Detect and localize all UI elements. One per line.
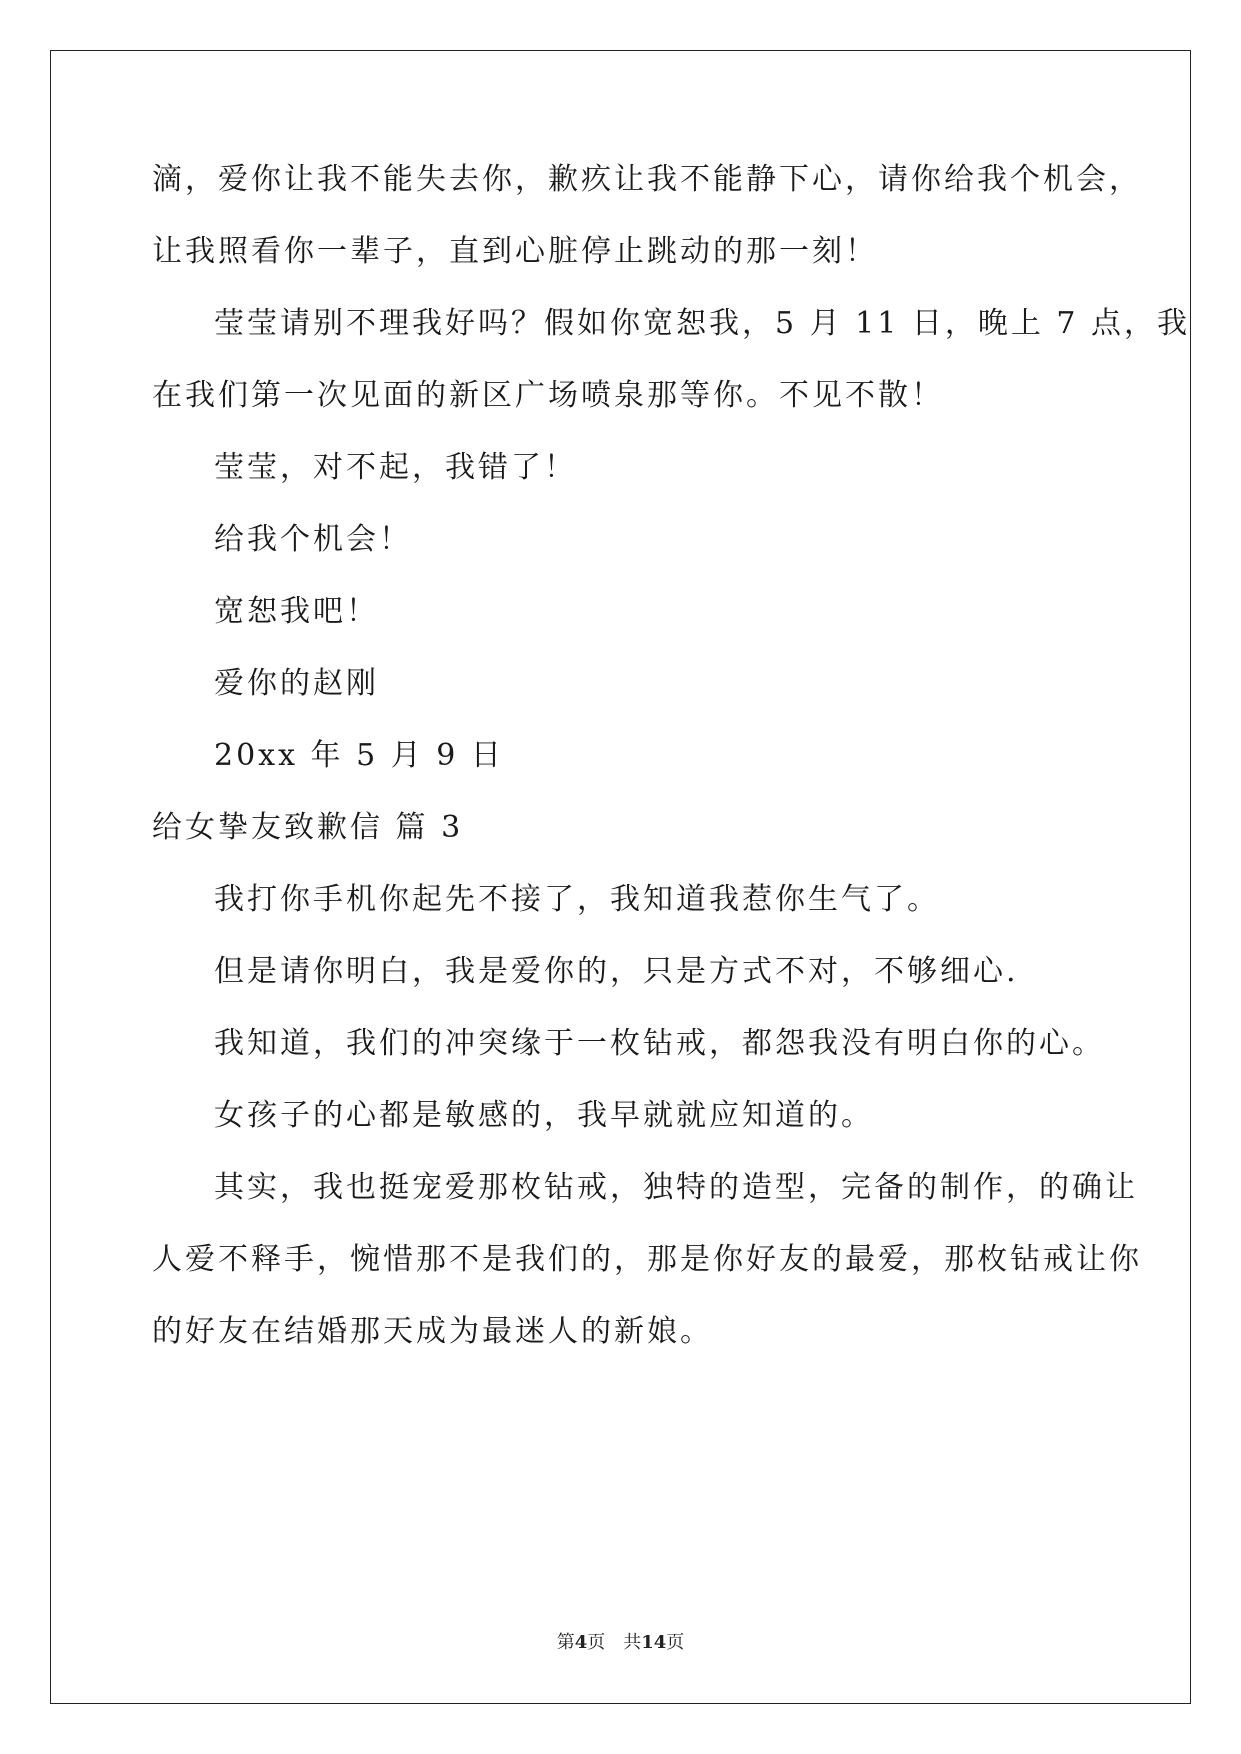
text-line: 莹莹，对不起，我错了！ [214, 450, 577, 485]
text-line: 我打你手机你起先不接了，我知道我惹你生气了。 [214, 882, 940, 917]
signature-line: 爱你的赵刚 [214, 666, 379, 701]
footer-prefix: 第 [556, 1632, 575, 1653]
total-page-number: 14 [641, 1632, 667, 1653]
text-line: 滴，爱你让我不能失去你，歉疚让我不能静下心，请你给我个机会， [152, 162, 1142, 197]
text-line: 其实，我也挺宠爱那枚钻戒，独特的造型，完备的制作，的确让 [214, 1170, 1138, 1205]
current-page-number: 4 [574, 1632, 588, 1653]
text-line: 宽恕我吧！ [214, 594, 379, 629]
footer-suffix: 页 [666, 1632, 685, 1653]
section-heading: 给女挚友致歉信 篇 3 [152, 810, 464, 845]
text-line: 的好友在结婚那天成为最迷人的新娘。 [152, 1314, 713, 1349]
text-line: 但是请你明白，我是爱你的，只是方式不对，不够细心. [214, 954, 1019, 989]
page-border [50, 50, 1191, 1704]
footer-mid: 页 共 [587, 1632, 642, 1653]
page-footer [0, 1628, 1241, 1654]
text-line: 我知道，我们的冲突缘于一枚钻戒，都怨我没有明白你的心。 [214, 1026, 1105, 1061]
text-line: 在我们第一次见面的新区广场喷泉那等你。不见不散！ [152, 378, 944, 413]
text-line: 给我个机会！ [214, 522, 412, 557]
date-line: 20xx 年 5 月 9 日 [214, 738, 504, 773]
text-line: 女孩子的心都是敏感的，我早就就应知道的。 [214, 1098, 874, 1133]
text-line: 让我照看你一辈子，直到心脏停止跳动的那一刻！ [152, 234, 878, 269]
text-line: 莹莹请别不理我好吗？假如你宽恕我，5 月 11 日，晚上 7 点，我 [214, 306, 1191, 341]
text-line: 人爱不释手，惋惜那不是我们的，那是你好友的最爱，那枚钻戒让你 [152, 1242, 1142, 1277]
